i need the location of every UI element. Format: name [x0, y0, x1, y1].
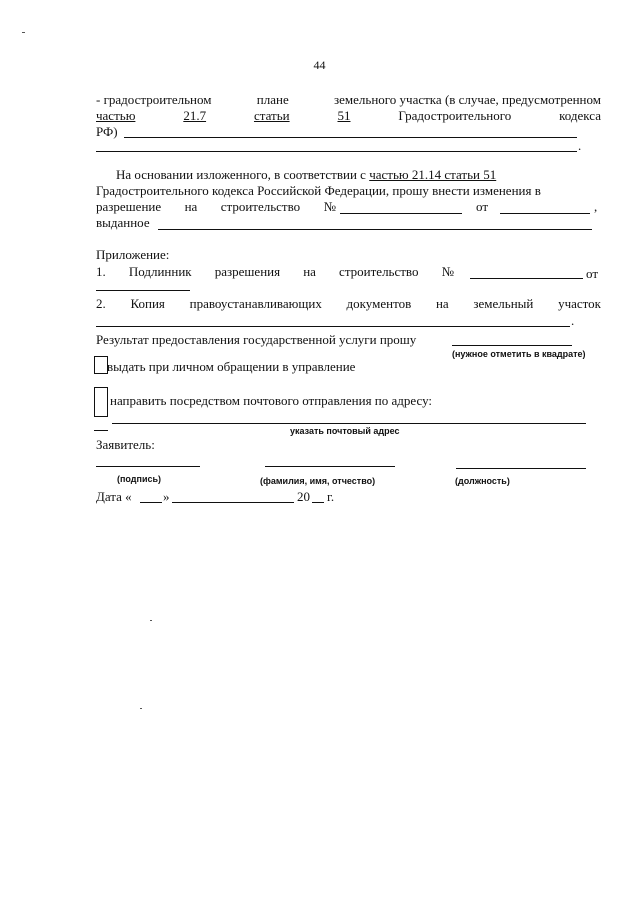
- basis-line-2: Градостроительного кодекса Российской Федерации, прошу внести изменения в: [96, 183, 541, 198]
- fullname-field[interactable]: [265, 466, 395, 467]
- basis-line-3: разрешение на строительство №: [96, 199, 336, 214]
- attachment-2: 2. Копия правоустанавливающих документов на земельный участок: [96, 296, 601, 311]
- law-link[interactable]: частью 21.14 статьи 51: [369, 167, 497, 182]
- page-number: 44: [313, 58, 326, 72]
- intro-line-3: РФ): [96, 124, 118, 139]
- intro-blank-2[interactable]: [96, 151, 577, 152]
- option-by-mail-label: направить посредством почтового отправления по адресу:: [110, 393, 433, 408]
- intro-line-2: частью 21.7 статьи 51 Градостроительного кодекса: [96, 108, 601, 123]
- land-documents-field[interactable]: [96, 326, 570, 327]
- date-year-suffix: г.: [327, 489, 335, 504]
- date-day-field[interactable]: [140, 502, 162, 503]
- signature-hint: (подпись): [117, 474, 162, 484]
- intro-blank-1[interactable]: [124, 137, 577, 138]
- mail-address-field[interactable]: [112, 423, 586, 424]
- date-year-field[interactable]: [312, 502, 324, 503]
- intro-line-1: - градостроительном плане земельного участка (в случае, предусмотренном: [96, 92, 601, 107]
- permit-number-field[interactable]: [340, 213, 462, 214]
- option-by-mail-checkbox[interactable]: [94, 387, 108, 417]
- option-in-person-checkbox[interactable]: [94, 356, 108, 374]
- signature-field[interactable]: [96, 466, 200, 467]
- position-field[interactable]: [456, 468, 586, 469]
- date-year-prefix: 20: [297, 489, 310, 504]
- fullname-hint: (фамилия, имя, отчество): [260, 476, 376, 486]
- date-month-field[interactable]: [172, 502, 294, 503]
- issued-by-field[interactable]: [158, 229, 592, 230]
- position-hint: (должность): [455, 476, 510, 486]
- permit-date-field[interactable]: [500, 213, 590, 214]
- result-label: Результат предоставления государственной услуги прошу: [96, 332, 417, 347]
- applicant-label: Заявитель:: [96, 437, 155, 452]
- result-field[interactable]: [452, 345, 572, 346]
- attachment-1: 1. Подлинник разрешения на строительство №: [96, 264, 454, 279]
- date-label: Дата «: [96, 489, 132, 504]
- basis-line-4: выданное: [96, 215, 150, 230]
- original-permit-date-field[interactable]: [96, 290, 190, 291]
- result-hint: (нужное отметить в квадрате): [452, 349, 586, 359]
- option-in-person-label: выдать при личном обращении в управление: [107, 359, 356, 374]
- document-page: 44 - градостроительном плане земельного участка (в случае, предусмотренном частью 21.7 статьи 51 Градостроительного кодекса РФ) . На основании изложенного, в соответствии с частью 21.14 статьи 51 Градостроительного кодекса Российской Федерации, прошу внести изменения в разрешение на строительство № от , выданное Приложение: 1. Подлинник разрешения на строительство № от 2. Копия правоустанавливающих документов на земельный участок . Результат предоставления государственной услуги прошу (нужное отметить в квадрате) выдать при личном обращении в управление направить посредством почтового отправления по адресу: указать почтовый адрес Заявитель: (подпись) (фамилия, имя, отчество) (должность) Дата « » 20 г.: [0, 0, 639, 905]
- law-link-part[interactable]: частью: [96, 108, 136, 123]
- address-hint: указать почтовый адрес: [290, 426, 400, 436]
- attachments-heading: Приложение:: [96, 247, 170, 262]
- original-permit-number-field[interactable]: [470, 278, 583, 279]
- basis-line-1: На основании изложенного, в соответствии с частью 21.14 статьи 51: [116, 167, 497, 182]
